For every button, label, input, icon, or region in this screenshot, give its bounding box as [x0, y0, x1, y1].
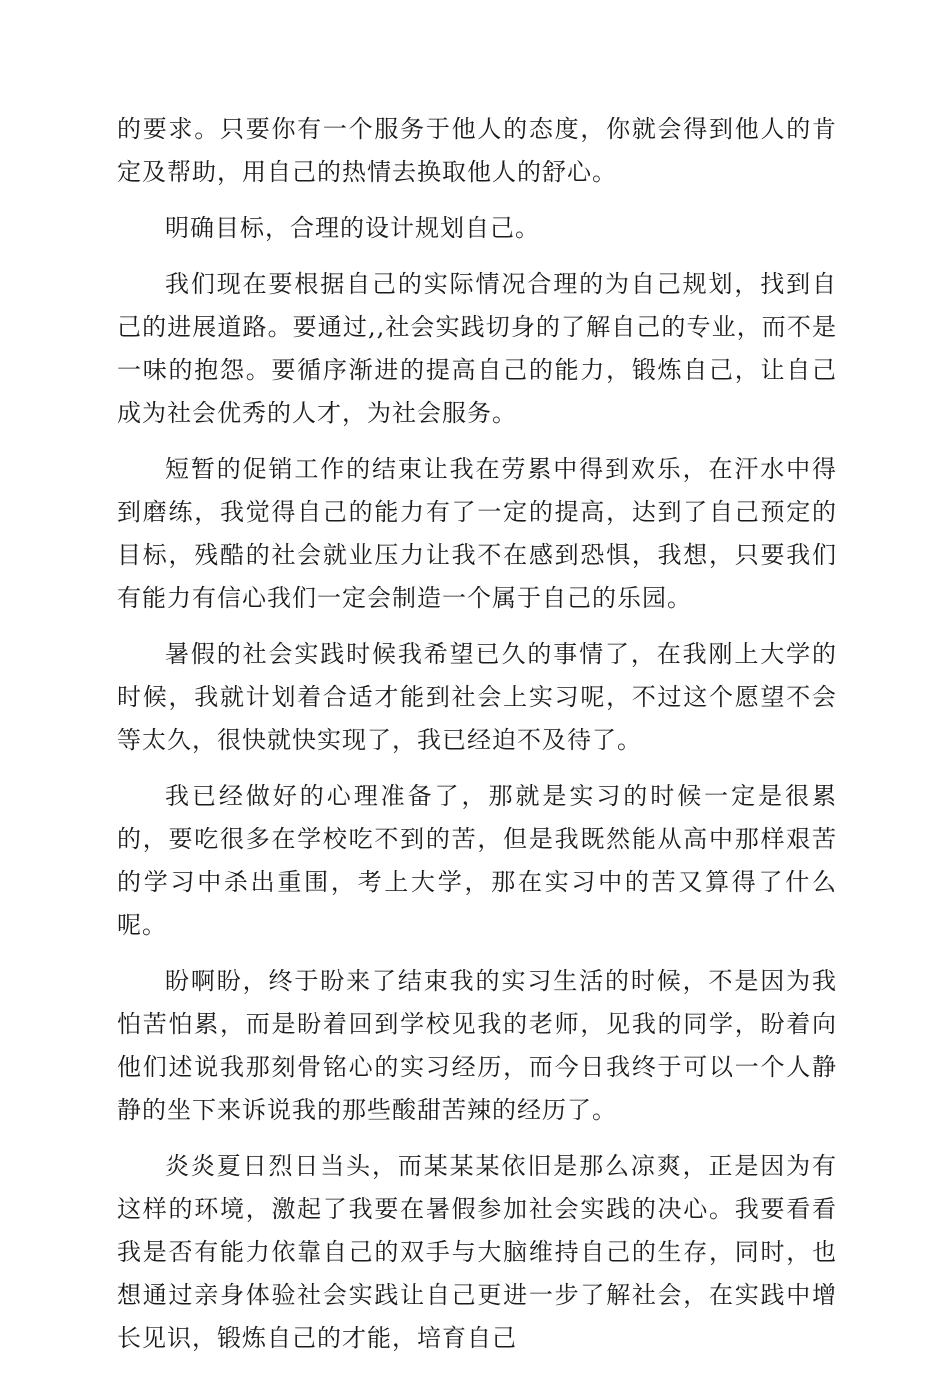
paragraph-4: 短暂的促销工作的结束让我在劳累中得到欢乐，在汗水中得到磨练，我觉得自己的能力有了一定的提高，达到了自己预定的目标，残酷的社会就业压力让我不在感到恐惧，我想，只要我们有能力有信心我们一定会制造一个属于自己的乐园。	[117, 455, 837, 612]
paragraph-7: 盼啊盼，终于盼来了结束我的实习生活的时候，不是因为我怕苦怕累，而是盼着回到学校见我的老师，见我的同学，盼着向他们述说我那刻骨铭心的实习经历，而今日我终于可以一个人静静的坐下来诉说我的那些酸甜苦辣的经历了。	[117, 967, 837, 1124]
paragraph-6: 我已经做好的心理准备了，那就是实习的时候一定是很累的，要吃很多在学校吃不到的苦，但是我既然能从高中那样艰苦的学习中杀出重围，考上大学，那在实习中的苦又算得了什么呢。	[117, 782, 837, 939]
paragraph-3: 我们现在要根据自己的实际情况合理的为自己规划，找到自己的进展道路。要通过,,社会实践切身的了解自己的专业，而不是一味的抱怨。要循序渐进的提高自己的能力，锻炼自己，让自己成为社会优秀的人才，为社会服务。	[117, 270, 837, 427]
paragraph-2: 明确目标，合理的设计规划自己。	[165, 214, 540, 242]
paragraph-5: 暑假的社会实践时候我希望已久的事情了，在我刚上大学的时候，我就计划着合适才能到社会上实习呢，不过这个愿望不会等太久，很快就快实现了，我已经迫不及待了。	[117, 640, 837, 754]
paragraph-8: 炎炎夏日烈日当头，而某某某依旧是那么凉爽，正是因为有这样的环境，激起了我要在暑假参加社会实践的决心。我要看看我是否有能力依靠自己的双手与大脑维持自己的生存，同时，也想通过亲身体验社会实践让自己更进一步了解社会，在实践中增长见识，锻炼自己的才能，培育自己	[117, 1152, 837, 1352]
paragraph-1: 的要求。只要你有一个服务于他人的态度，你就会得到他人的肯定及帮助，用自己的热情去换取他人的舒心。	[117, 115, 837, 186]
document-body	[117, 108, 837, 1373]
